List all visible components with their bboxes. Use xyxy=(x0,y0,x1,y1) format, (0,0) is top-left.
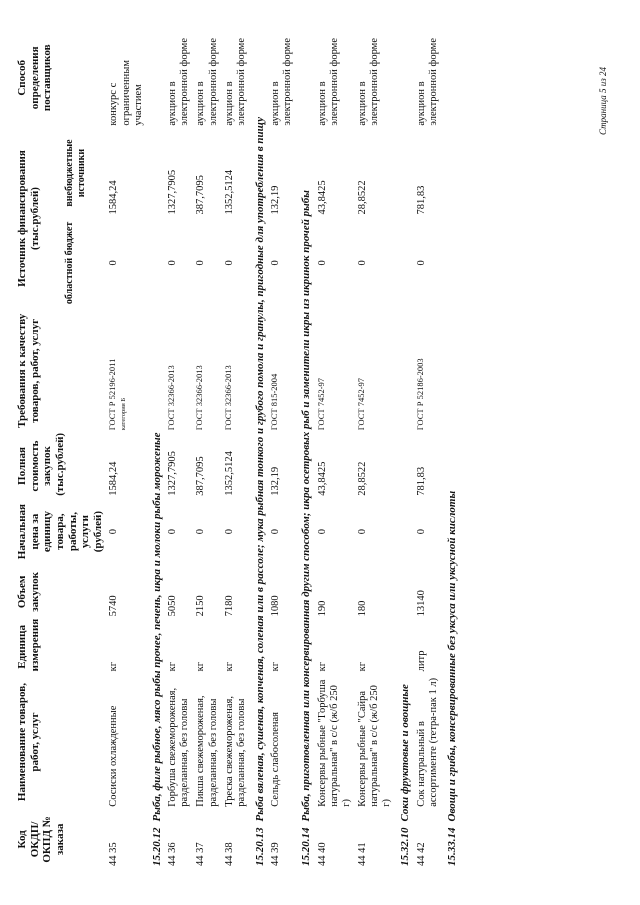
cell-volume-text: 2150 xyxy=(195,595,207,617)
cell-fin-regional-text: 0 xyxy=(317,260,329,266)
cell-code-text: 44 39 xyxy=(270,842,282,866)
cell-total xyxy=(315,433,355,499)
cell-price xyxy=(222,499,250,565)
cell-total xyxy=(414,433,442,499)
cell-price xyxy=(355,499,395,565)
cell-fin-regional-text: 0 xyxy=(416,260,428,266)
cell-code-text: 44 37 xyxy=(195,842,207,866)
cell-requirements xyxy=(165,308,193,433)
cell-total xyxy=(193,433,221,499)
cell-method-text: аукцион в электронной форме xyxy=(317,38,341,126)
section-row xyxy=(147,27,166,869)
section-row xyxy=(442,27,461,869)
cell-fin-regional-text: 0 xyxy=(223,260,235,266)
cell-total-text: 43,8425 xyxy=(317,461,329,496)
cell-method xyxy=(355,27,395,129)
cell-requirements-text: ГОСТ Р 52196-2011 xyxy=(107,358,118,431)
cell-volume xyxy=(165,564,193,619)
cell-method xyxy=(268,27,296,129)
cell-fin-extra xyxy=(222,129,250,218)
section-heading xyxy=(147,27,166,869)
cell-name-text: Треска свежемороженая, разделанная, без головы xyxy=(223,696,247,807)
section-row xyxy=(250,27,269,869)
cell-name xyxy=(355,674,395,809)
cell-name-text: Сок натуральный в ассортименте (тетра-пак 1 л) xyxy=(416,677,440,807)
cell-volume-text: 1080 xyxy=(270,595,282,617)
cell-unit xyxy=(165,619,193,674)
cell-method-text: конкурс с ограниченным участием xyxy=(108,60,144,126)
cell-name-text: Сельдь слабосоленая xyxy=(270,711,282,807)
cell-name xyxy=(165,674,193,809)
cell-code-text: 44 38 xyxy=(223,842,235,866)
header-total: Полная стоимость закупок (тыс.рублей) xyxy=(16,432,66,496)
cell-method xyxy=(315,27,355,129)
cell-price-text: 0 xyxy=(317,528,329,535)
cell-volume-text: 7180 xyxy=(223,595,235,617)
header-method: Способ определения поставщиков xyxy=(16,44,54,112)
cell-price-text: 0 xyxy=(357,528,369,535)
cell-unit-text: кг xyxy=(223,661,235,672)
cell-unit-text: кг xyxy=(357,661,369,672)
cell-method xyxy=(222,27,250,129)
cell-method-text: аукцион в электронной форме xyxy=(223,38,247,126)
section-row xyxy=(395,27,414,869)
cell-total xyxy=(355,433,395,499)
cell-fin-extra-text: 1584,24 xyxy=(108,180,120,215)
table-row xyxy=(193,27,221,869)
cell-price-text: 0 xyxy=(167,528,179,535)
header-fin-extra: внебюджетные источники xyxy=(64,139,87,207)
cell-volume xyxy=(315,564,355,619)
procurement-table xyxy=(14,27,461,869)
cell-price-text: 0 xyxy=(223,528,235,535)
cell-unit xyxy=(222,619,250,674)
cell-unit xyxy=(414,619,442,674)
cell-price xyxy=(165,499,193,565)
cell-volume-text: 13140 xyxy=(416,590,428,617)
cell-fin-regional xyxy=(414,217,442,308)
table-row xyxy=(165,27,193,869)
cell-unit-text: кг xyxy=(270,661,282,672)
cell-unit xyxy=(193,619,221,674)
cell-fin-extra xyxy=(106,129,146,218)
cell-fin-extra-text: 43,8425 xyxy=(317,180,329,215)
table-row xyxy=(222,27,250,869)
cell-code xyxy=(355,810,395,869)
cell-fin-extra xyxy=(165,129,193,218)
cell-requirements xyxy=(355,308,395,433)
cell-code-text: 44 42 xyxy=(416,842,428,866)
cell-fin-extra-text: 132,19 xyxy=(270,185,282,215)
section-code: 15.20.13 xyxy=(253,827,266,866)
cell-volume xyxy=(222,564,250,619)
section-title: Рыба, филе рыбное, мясо рыбы прочее, печень, икра и молоки рыбы мороженые xyxy=(150,432,163,822)
table-row xyxy=(315,27,355,869)
cell-name xyxy=(268,674,296,809)
header-code: Код ОКДП/ ОКПД № заказа xyxy=(16,816,66,863)
cell-name-text: Консервы рыбные "Сайра натуральная" в с/с (ж/б 250 г) xyxy=(357,685,393,807)
cell-price-text: 0 xyxy=(108,528,120,535)
cell-price xyxy=(315,499,355,565)
cell-unit-text: литр xyxy=(416,650,428,672)
section-heading xyxy=(296,27,315,869)
cell-total xyxy=(268,433,296,499)
cell-method-text: аукцион в электронной форме xyxy=(195,38,219,126)
cell-fin-extra xyxy=(414,129,442,218)
cell-fin-regional-text: 0 xyxy=(357,260,369,266)
cell-total-text: 28,8522 xyxy=(357,461,369,496)
cell-requirements-text: ГОСТ 32366-2013 xyxy=(222,365,233,431)
cell-requirements xyxy=(315,308,355,433)
cell-fin-extra-text: 28,8522 xyxy=(357,180,369,215)
cell-fin-regional-text: 0 xyxy=(108,260,120,266)
cell-fin-regional xyxy=(106,217,146,308)
cell-code-text: 44 41 xyxy=(357,842,369,866)
cell-volume-text: 180 xyxy=(357,600,369,617)
cell-requirements-text: ГОСТ 7452-97 xyxy=(356,377,367,431)
cell-name-text: Горбуша свежемороженая, разделанная, без головы xyxy=(167,687,191,807)
cell-fin-regional xyxy=(222,217,250,308)
cell-unit-text: кг xyxy=(195,661,207,672)
cell-fin-regional-text: 0 xyxy=(167,260,179,266)
cell-fin-extra xyxy=(268,129,296,218)
cell-price xyxy=(414,499,442,565)
section-code: 15.20.12 xyxy=(150,827,163,866)
section-title: Рыба, приготовленная или консервированная другим способом; икра осетровых рыб и заменители икры из икринок прочей рыбы xyxy=(300,190,313,822)
cell-fin-regional xyxy=(315,217,355,308)
section-title: Овощи и грибы, консервированные без уксуса или уксусной кислоты xyxy=(446,490,459,822)
cell-fin-regional xyxy=(355,217,395,308)
cell-name xyxy=(414,674,442,809)
header-volume: Объем закупок xyxy=(16,571,41,612)
table-row xyxy=(106,27,146,869)
cell-method xyxy=(106,27,146,129)
cell-price xyxy=(268,499,296,565)
table-body xyxy=(106,27,460,869)
section-heading xyxy=(442,27,461,869)
cell-requirements-category: категория Б xyxy=(120,397,128,431)
cell-fin-extra xyxy=(355,129,395,218)
cell-fin-extra-text: 781,83 xyxy=(416,185,428,215)
cell-method xyxy=(165,27,193,129)
cell-unit-text: кг xyxy=(317,661,329,672)
cell-requirements-text: ГОСТ 32366-2013 xyxy=(194,365,205,431)
cell-code xyxy=(315,810,355,869)
cell-code xyxy=(165,810,193,869)
cell-code-text: 44 36 xyxy=(167,842,179,866)
cell-unit-text: кг xyxy=(108,661,120,672)
cell-volume xyxy=(268,564,296,619)
header-unit: Единица измерения xyxy=(16,618,41,672)
cell-fin-extra xyxy=(315,129,355,218)
table-row xyxy=(355,27,395,869)
section-row xyxy=(296,27,315,869)
header-name: Наименование товаров, работ, услуг xyxy=(16,683,41,802)
cell-code xyxy=(193,810,221,869)
table-row xyxy=(268,27,296,869)
cell-requirements xyxy=(268,308,296,433)
section-code: 15.20.14 xyxy=(300,827,313,866)
cell-requirements xyxy=(193,308,221,433)
cell-method-text: аукцион в электронной форме xyxy=(416,38,440,126)
cell-fin-regional xyxy=(165,217,193,308)
cell-total-text: 1327,7905 xyxy=(167,451,179,496)
cell-volume-text: 5050 xyxy=(167,595,179,617)
cell-fin-regional xyxy=(268,217,296,308)
cell-method-text: аукцион в электронной форме xyxy=(270,38,294,126)
cell-name xyxy=(106,674,146,809)
cell-requirements-text: ГОСТ 815-2004 xyxy=(269,373,280,431)
cell-total-text: 781,83 xyxy=(416,466,428,496)
cell-total-text: 132,19 xyxy=(270,466,282,496)
cell-fin-extra xyxy=(193,129,221,218)
cell-fin-extra-text: 1352,5124 xyxy=(223,169,235,215)
cell-name xyxy=(222,674,250,809)
cell-price-text: 0 xyxy=(416,528,428,535)
cell-code xyxy=(268,810,296,869)
page-footer: Страница 5 из 24 xyxy=(598,67,608,135)
header-requirements: Требования к качеству товаров, работ, услуг xyxy=(16,313,41,428)
cell-volume xyxy=(106,564,146,619)
header-fin-regional: областной бюджет xyxy=(64,221,76,305)
cell-unit xyxy=(106,619,146,674)
cell-total-text: 1352,5124 xyxy=(223,451,235,496)
cell-volume xyxy=(355,564,395,619)
cell-name-text: Консервы рыбные "Горбуша натуральная" в с/с (ж/б 250 г) xyxy=(317,679,353,807)
cell-fin-regional xyxy=(193,217,221,308)
cell-code-text: 44 40 xyxy=(317,842,329,866)
cell-total xyxy=(222,433,250,499)
section-title: Соки фруктовые и овощные xyxy=(399,684,412,822)
section-heading xyxy=(395,27,414,869)
section-code: 15.33.14 xyxy=(446,827,459,866)
cell-unit-text: кг xyxy=(167,661,179,672)
cell-price-text: 0 xyxy=(270,528,282,535)
cell-fin-extra-text: 1327,7905 xyxy=(167,169,179,215)
cell-method xyxy=(414,27,442,129)
cell-requirements xyxy=(106,308,146,433)
cell-code xyxy=(106,810,146,869)
cell-unit xyxy=(268,619,296,674)
cell-requirements-text: ГОСТ 32366-2013 xyxy=(166,365,177,431)
cell-code-text: 44 35 xyxy=(108,842,120,866)
cell-method-text: аукцион в электронной форме xyxy=(357,38,381,126)
cell-unit xyxy=(355,619,395,674)
cell-name xyxy=(193,674,221,809)
section-title: Рыба вяленая, сушеная, копченая, соленая или в рассоле; мука рыбная тонкого и грубого помола и гранулы, пригодные для употребления в пищу xyxy=(253,116,266,822)
header-financing: Источник финансирования (тыс.рублей) xyxy=(16,150,41,287)
cell-total xyxy=(165,433,193,499)
cell-name-text: Сосиски охлажденные xyxy=(108,705,120,807)
section-code: 15.32.10 xyxy=(399,827,412,866)
cell-name-text: Пикша свежемороженая, разделанная, без головы xyxy=(195,695,219,807)
cell-volume xyxy=(414,564,442,619)
cell-code xyxy=(414,810,442,869)
cell-total-text: 1584,24 xyxy=(108,461,120,496)
cell-volume-text: 190 xyxy=(317,600,329,617)
cell-name xyxy=(315,674,355,809)
header-price: Начальная цена за единицу товара, работы, услуги (рублей) xyxy=(16,503,104,560)
table-row xyxy=(414,27,442,869)
header-row xyxy=(14,27,62,869)
cell-total-text: 387,7095 xyxy=(195,456,207,496)
cell-total xyxy=(106,433,146,499)
cell-requirements xyxy=(222,308,250,433)
section-heading xyxy=(250,27,269,869)
cell-price xyxy=(106,499,146,565)
cell-fin-regional-text: 0 xyxy=(195,260,207,266)
cell-unit xyxy=(315,619,355,674)
cell-volume-text: 5740 xyxy=(108,595,120,617)
cell-fin-extra-text: 387,7095 xyxy=(195,175,207,215)
cell-price xyxy=(193,499,221,565)
cell-method-text: аукцион в электронной форме xyxy=(167,38,191,126)
cell-volume xyxy=(193,564,221,619)
cell-requirements-text: ГОСТ Р 52186-2003 xyxy=(415,358,426,431)
cell-method xyxy=(193,27,221,129)
cell-fin-regional-text: 0 xyxy=(270,260,282,266)
cell-requirements xyxy=(414,308,442,433)
cell-price-text: 0 xyxy=(195,528,207,535)
cell-code xyxy=(222,810,250,869)
cell-requirements-text: ГОСТ 7452-97 xyxy=(316,377,327,431)
